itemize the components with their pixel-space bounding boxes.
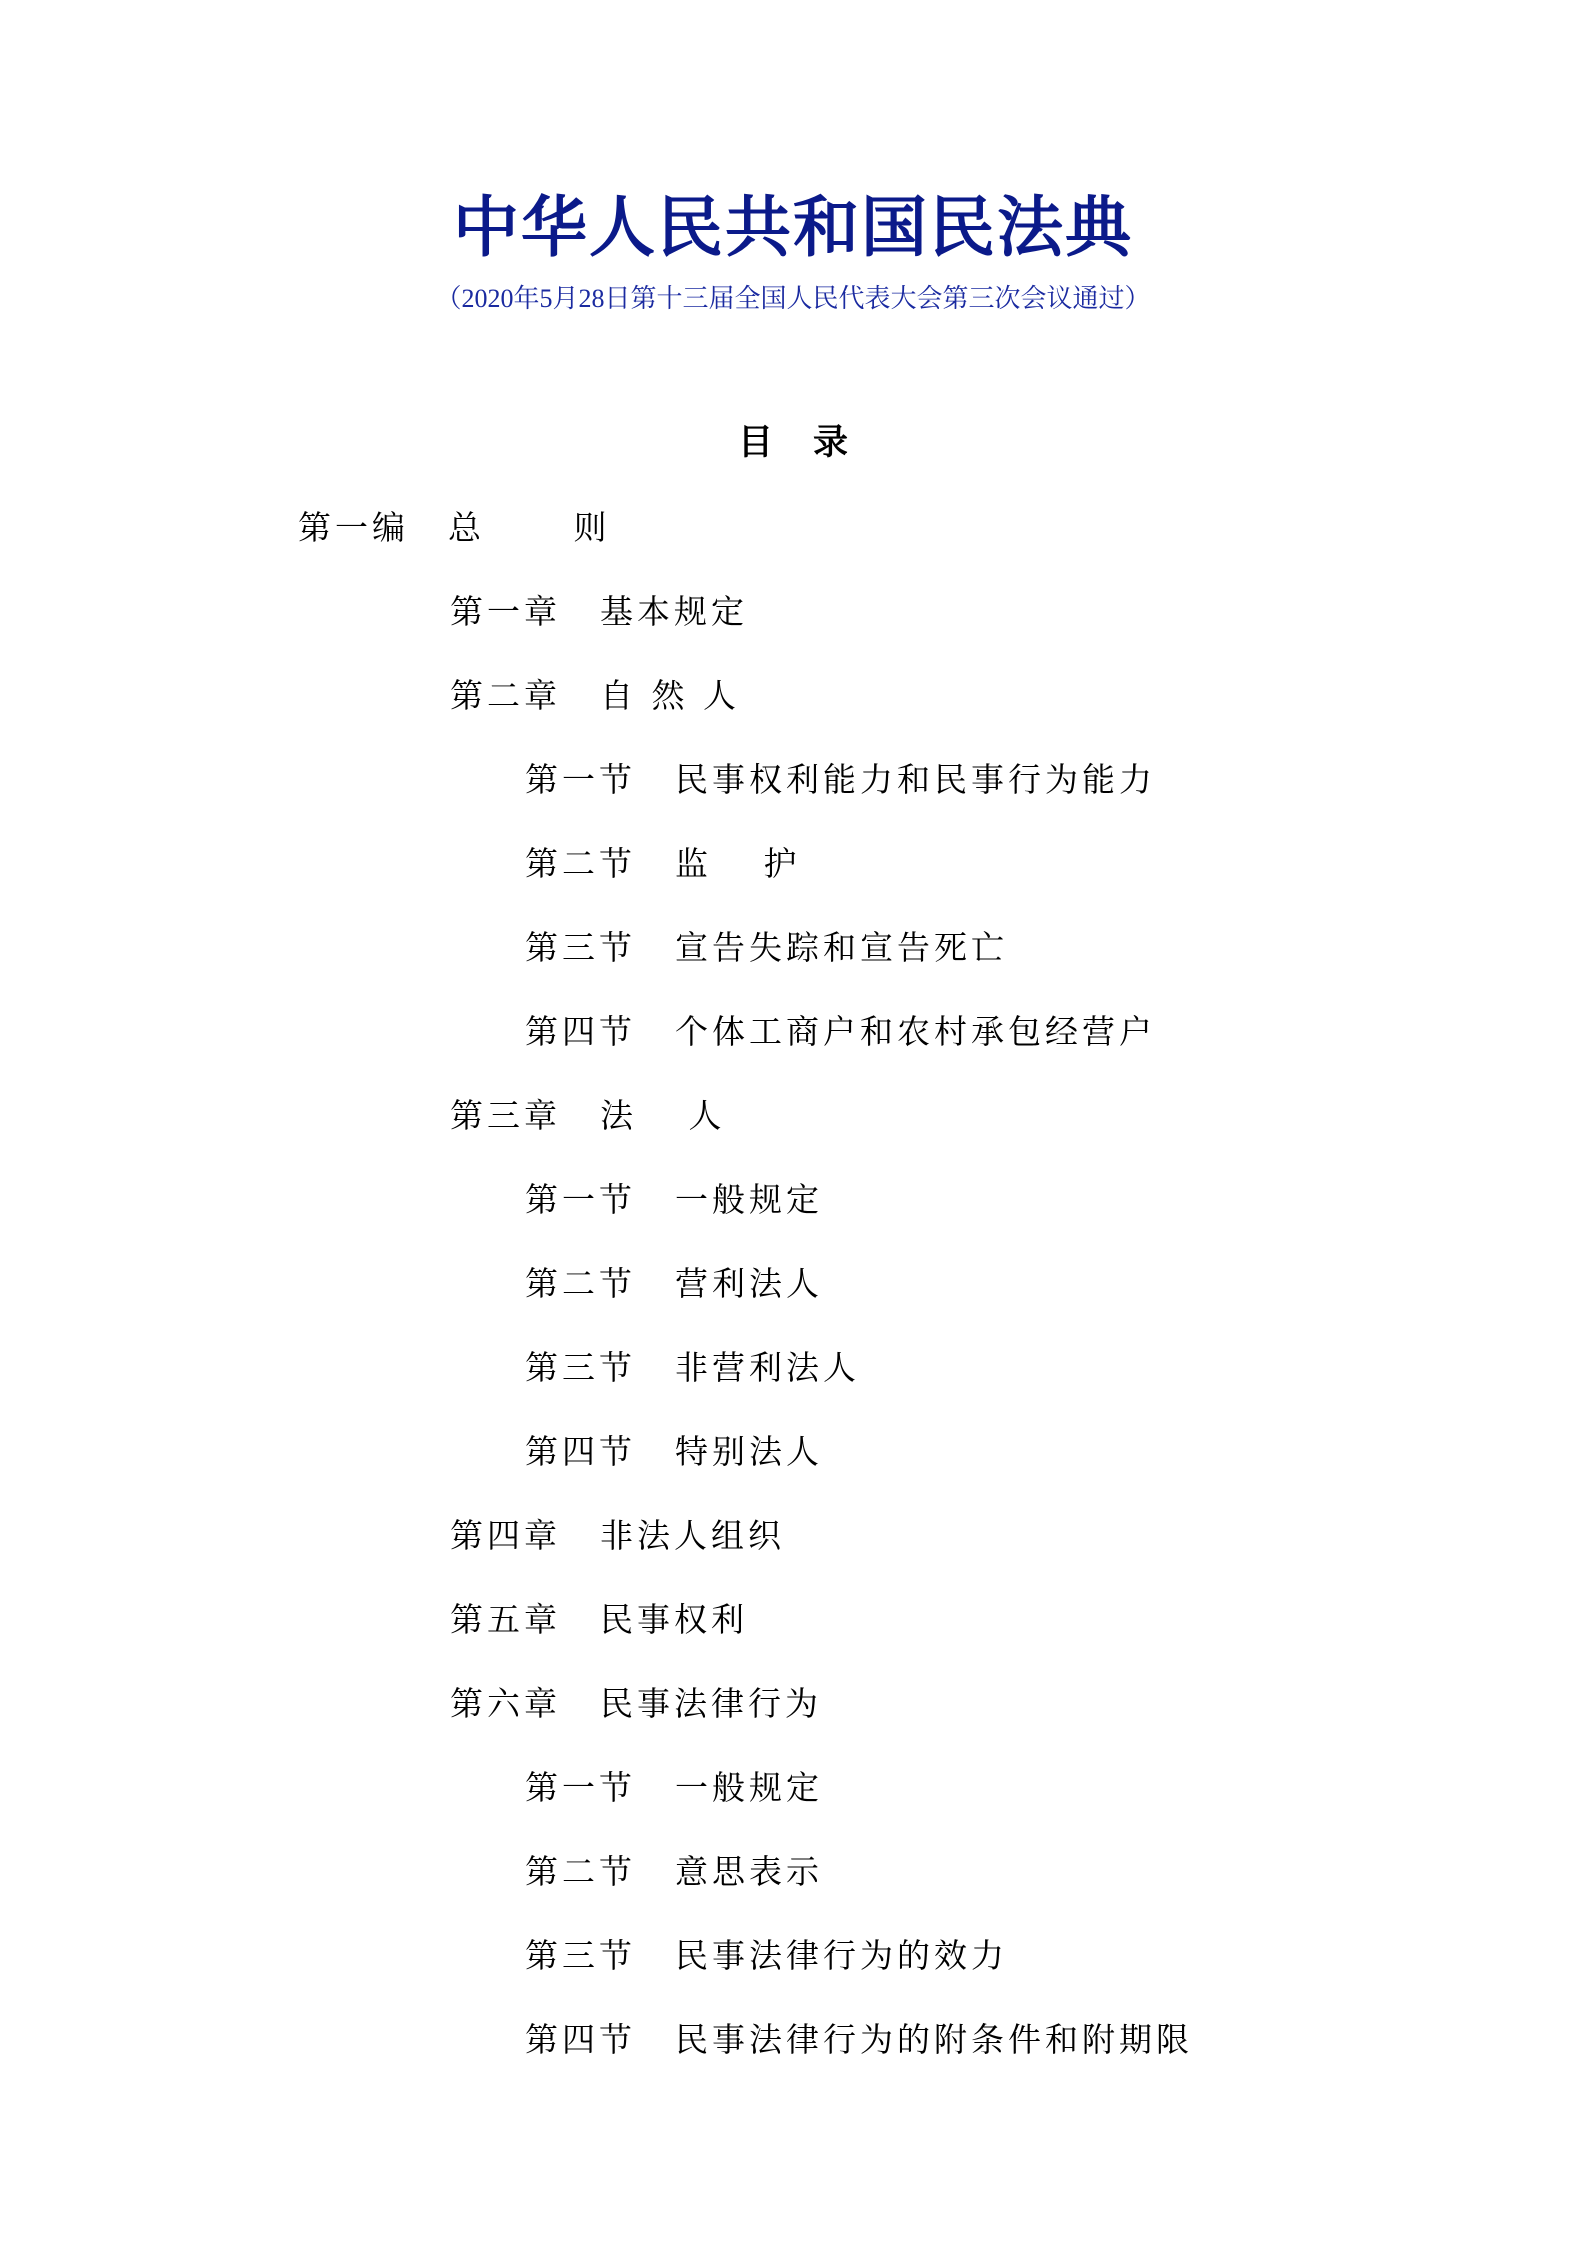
toc-section[interactable] [525,1931,1008,1981]
toc-item-label: 第四节 [525,2020,636,2059]
toc-item-title: 民事权利 [600,1600,748,1639]
toc-item-title: 营利法人 [675,1264,823,1303]
toc-item-title: 基本规定 [600,592,748,631]
toc-item-title: 特别法人 [675,1432,823,1471]
toc-item-title: 监 护 [675,844,801,883]
toc-part-1[interactable] [298,503,611,553]
toc-item-label: 第二章 [450,676,561,715]
toc-item-title: 民事权利能力和民事行为能力 [675,760,1156,799]
toc-item-label: 第一章 [450,592,561,631]
toc-item-label: 第四节 [525,1432,636,1471]
toc-section[interactable] [525,1259,823,1309]
toc-item-label: 第一节 [525,1768,636,1807]
toc-item-label: 第三节 [525,1348,636,1387]
toc-chapter-3[interactable] [450,1091,726,1141]
toc-heading [0,419,1586,467]
toc-item-title: 一般规定 [675,1180,823,1219]
toc-item-title: 民事法律行为的附条件和附期限 [675,2020,1193,2059]
toc-item-label: 第一节 [525,1180,636,1219]
toc-item-title: 一般规定 [675,1768,823,1807]
toc-item-label: 第四节 [525,1012,636,1051]
toc-item-label: 第二节 [525,1852,636,1891]
toc-item-title: 民事法律行为 [600,1684,822,1723]
document-subtitle: （2020年5月28日第十三届全国人民代表大会第三次会议通过） [435,284,1151,313]
toc-item-title: 总 则 [448,508,611,547]
toc-heading-left: 目 [737,423,773,463]
toc-section[interactable] [525,1427,823,1477]
toc-section[interactable] [525,1175,823,1225]
toc-item-label: 第二节 [525,1264,636,1303]
toc-item-label: 第五章 [450,1600,561,1639]
toc-chapter-4[interactable] [450,1511,785,1561]
document-title: 中华人民共和国民法典 [453,189,1133,266]
toc-section[interactable] [525,1343,860,1393]
toc-item-label: 第三章 [450,1096,561,1135]
toc-item-label: 第三节 [525,928,636,967]
toc-section[interactable] [525,923,1008,973]
toc-item-title: 非营利法人 [675,1348,860,1387]
toc-item-label: 第六章 [450,1684,561,1723]
toc-item-title: 宣告失踪和宣告死亡 [675,928,1008,967]
toc-section[interactable] [525,1847,823,1897]
toc-section[interactable] [525,2015,1193,2065]
toc-section[interactable] [525,1007,1156,1057]
toc-item-label: 第一节 [525,760,636,799]
toc-section[interactable] [525,1763,823,1813]
toc-chapter-1[interactable] [450,587,748,637]
toc-item-label: 第二节 [525,844,636,883]
toc-section[interactable] [525,755,1156,805]
toc-chapter-2[interactable] [450,671,740,721]
toc-chapter-5[interactable] [450,1595,748,1645]
toc-item-title: 法 人 [600,1096,726,1135]
toc-item-label: 第一编 [298,508,409,547]
toc-item-title: 个体工商户和农村承包经营户 [675,1012,1156,1051]
toc-item-label: 第四章 [450,1516,561,1555]
toc-item-title: 意思表示 [675,1852,823,1891]
toc-item-title: 自 然 人 [600,676,740,715]
toc-item-title: 非法人组织 [600,1516,785,1555]
toc-heading-right: 录 [813,423,849,463]
toc-chapter-6[interactable] [450,1679,822,1729]
toc-item-label: 第三节 [525,1936,636,1975]
toc-item-title: 民事法律行为的效力 [675,1936,1008,1975]
toc-section[interactable] [525,839,801,889]
